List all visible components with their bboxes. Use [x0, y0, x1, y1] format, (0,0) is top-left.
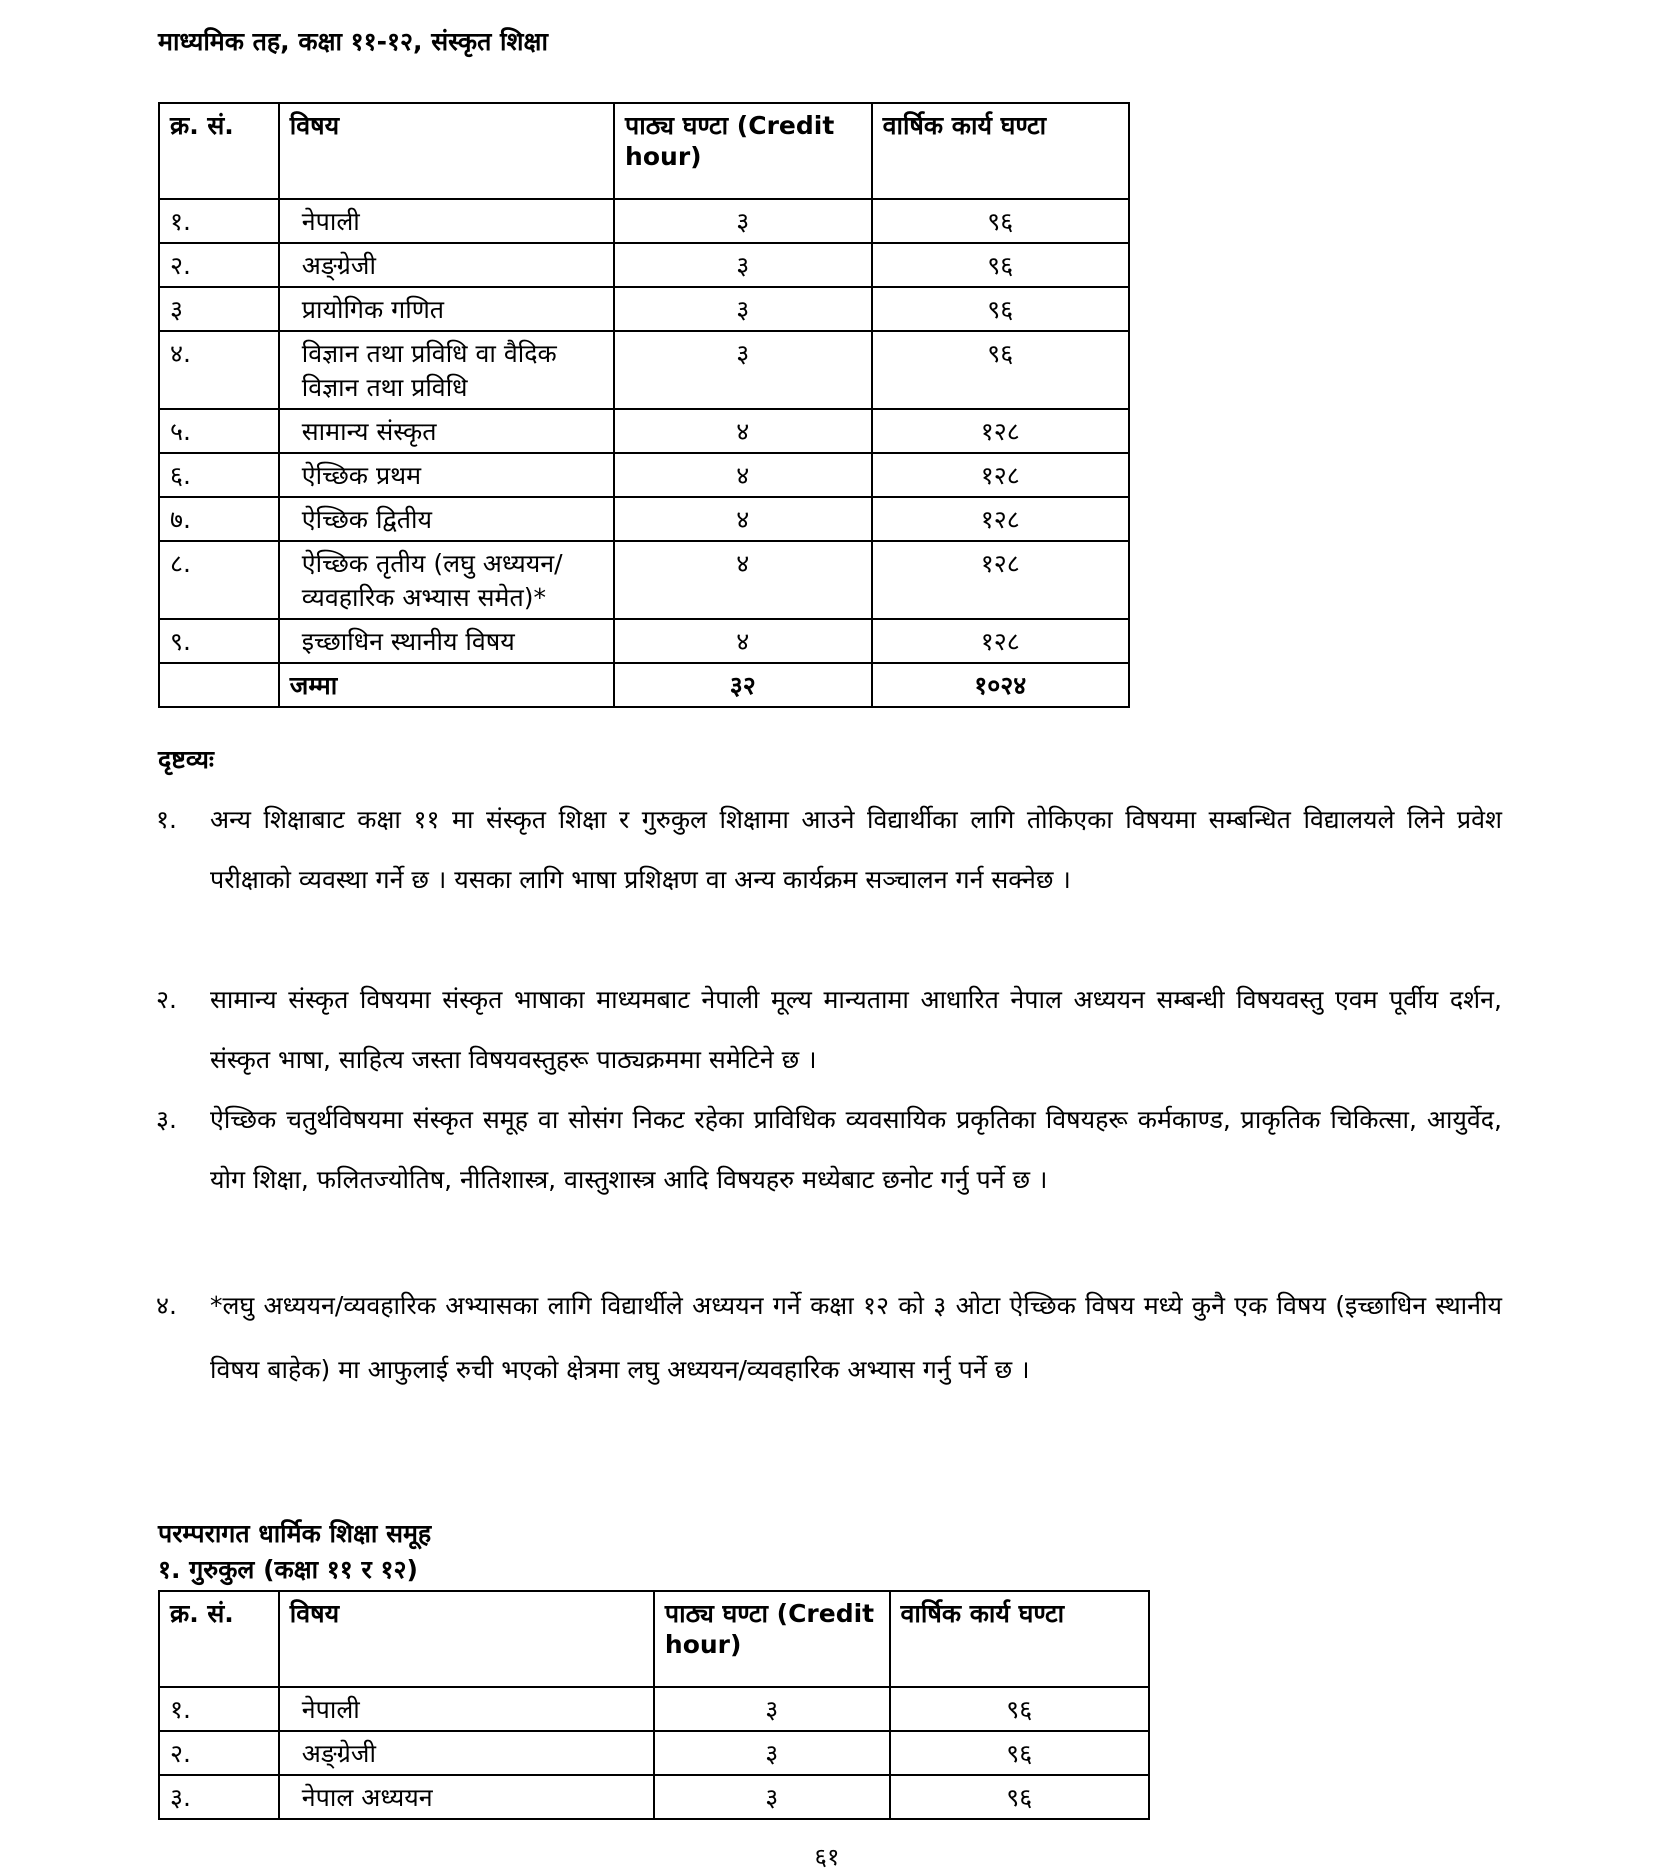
- cell-subject: अङ्ग्रेजी: [279, 243, 614, 287]
- cell-serial: ७.: [159, 497, 279, 541]
- cell-credit-hour: ४: [614, 453, 872, 497]
- header-annual-hours: वार्षिक कार्य घण्टा: [890, 1591, 1149, 1687]
- cell-annual-hours: १२८: [872, 619, 1129, 663]
- table-row: [159, 541, 1129, 619]
- cell-annual-hours: ९६: [872, 243, 1129, 287]
- cell-subject: इच्छाधिन स्थानीय विषय: [279, 619, 614, 663]
- note-number: ३.: [156, 1105, 177, 1134]
- cell-serial: ६.: [159, 453, 279, 497]
- note-number: ४.: [156, 1291, 177, 1320]
- cell-credit-hour: ४: [614, 497, 872, 541]
- cell-credit-hour: ३२: [614, 663, 872, 707]
- cell-subject: अङ्ग्रेजी: [279, 1731, 654, 1775]
- cell-credit-hour: ४: [614, 541, 872, 619]
- cell-credit-hour: ४: [614, 619, 872, 663]
- cell-subject: सामान्य संस्कृत: [279, 409, 614, 453]
- note-text: *लघु अध्ययन/व्यवहारिक अभ्यासका लागि विद्यार्थीले अध्ययन गर्ने कक्षा १२ को ३ ओटा ऐच्छिक विषय मध्ये कुनै एक विषय (इच्छाधिन स्थानीय विषय बाहेक) मा आफुलाई रुची भएको क्षेत्रमा लघु अध्ययन/व्यवहारिक अभ्यास गर्नु पर्ने छ ।: [210, 1291, 1502, 1384]
- cell-annual-hours: १२८: [872, 541, 1129, 619]
- cell-serial: ३.: [159, 1775, 279, 1819]
- table-row: [159, 1775, 1149, 1819]
- cell-subject: विज्ञान तथा प्रविधि वा वैदिक विज्ञान तथा प्रविधि: [279, 331, 614, 409]
- credit-hours-table-sanskrit: [158, 102, 1130, 708]
- table-row: [159, 331, 1129, 409]
- table-row: [159, 287, 1129, 331]
- header-serial: क्र. सं.: [159, 1591, 279, 1687]
- table-header-row: [159, 1591, 1149, 1687]
- cell-subject: नेपाली: [279, 1687, 654, 1731]
- cell-credit-hour: ३: [654, 1687, 890, 1731]
- cell-annual-hours: ९६: [890, 1731, 1149, 1775]
- cell-annual-hours: ९६: [872, 199, 1129, 243]
- cell-credit-hour: ४: [614, 409, 872, 453]
- table-row: [159, 1687, 1149, 1731]
- header-credit-hour: पाठ्य घण्टा (Credit hour): [654, 1591, 890, 1687]
- notes-heading: दृष्टव्यः: [158, 745, 214, 774]
- note-item: [156, 1274, 1502, 1402]
- cell-annual-hours: ९६: [890, 1775, 1149, 1819]
- table-row: [159, 1731, 1149, 1775]
- cell-credit-hour: ३: [614, 331, 872, 409]
- section-heading: परम्परागत धार्मिक शिक्षा समूह: [158, 1519, 432, 1548]
- note-text: सामान्य संस्कृत विषयमा संस्कृत भाषाका माध्यमबाट नेपाली मूल्य मान्यतामा आधारित नेपाल अध्ययन सम्बन्धी विषयवस्तु एवम पूर्वीय दर्शन, संस्कृत भाषा, साहित्य जस्ता विषयवस्तुहरू पाठ्यक्रममा समेटिने छ ।: [210, 985, 1502, 1074]
- note-text: अन्य शिक्षाबाट कक्षा ११ मा संस्कृत शिक्षा र गुरुकुल शिक्षामा आउने विद्यार्थीका लागि तोकिएका विषयमा सम्बन्धित विद्यालयले लिने प्रवेश परीक्षाको व्यवस्था गर्ने छ । यसका लागि भाषा प्रशिक्षण वा अन्य कार्यक्रम सञ्चालन गर्न सक्नेछ ।: [210, 805, 1502, 894]
- cell-credit-hour: ३: [614, 199, 872, 243]
- cell-subject: ऐच्छिक द्वितीय: [279, 497, 614, 541]
- cell-serial: १.: [159, 199, 279, 243]
- cell-subject: जम्मा: [279, 663, 614, 707]
- header-subject: विषय: [279, 103, 614, 199]
- cell-annual-hours: १०२४: [872, 663, 1129, 707]
- table-row: [159, 619, 1129, 663]
- cell-serial: ४.: [159, 331, 279, 409]
- note-item: [156, 790, 1502, 910]
- credit-hours-table-gurukul: [158, 1590, 1150, 1820]
- cell-serial: २.: [159, 1731, 279, 1775]
- cell-serial: ५.: [159, 409, 279, 453]
- header-annual-hours: वार्षिक कार्य घण्टा: [872, 103, 1129, 199]
- cell-serial: २.: [159, 243, 279, 287]
- cell-subject: प्रायोगिक गणित: [279, 287, 614, 331]
- cell-subject: ऐच्छिक प्रथम: [279, 453, 614, 497]
- cell-subject: ऐच्छिक तृतीय (लघु अध्ययन/व्यवहारिक अभ्यास समेत)*: [279, 541, 614, 619]
- note-text: ऐच्छिक चतुर्थविषयमा संस्कृत समूह वा सोसंग निकट रहेका प्राविधिक व्यवसायिक प्रकृतिका विषयहरू कर्मकाण्ड, प्राकृतिक चिकित्सा, आयुर्वेद, योग शिक्षा, फलितज्योतिष, नीतिशास्त्र, वास्तुशास्त्र आदि विषयहरु मध्येबाट छनोट गर्नु पर्ने छ ।: [210, 1105, 1502, 1194]
- table-row: [159, 199, 1129, 243]
- cell-annual-hours: ९६: [890, 1687, 1149, 1731]
- header-serial: क्र. सं.: [159, 103, 279, 199]
- table-row: [159, 409, 1129, 453]
- header-subject: विषय: [279, 1591, 654, 1687]
- note-item: [156, 970, 1502, 1090]
- subsection-heading: १. गुरुकुल (कक्षा ११ र १२): [158, 1555, 418, 1584]
- cell-annual-hours: ९६: [872, 287, 1129, 331]
- page-number: ६१: [814, 1843, 840, 1871]
- cell-annual-hours: ९६: [872, 331, 1129, 409]
- cell-credit-hour: ३: [614, 243, 872, 287]
- cell-serial: ३: [159, 287, 279, 331]
- header-credit-hour: पाठ्य घण्टा (Credit hour): [614, 103, 872, 199]
- cell-annual-hours: १२८: [872, 453, 1129, 497]
- cell-subject: नेपाली: [279, 199, 614, 243]
- table-header-row: [159, 103, 1129, 199]
- table-total-row: [159, 663, 1129, 707]
- note-number: २.: [156, 985, 177, 1014]
- cell-credit-hour: ३: [614, 287, 872, 331]
- cell-serial: ९.: [159, 619, 279, 663]
- cell-credit-hour: ३: [654, 1775, 890, 1819]
- page-title: माध्यमिक तह, कक्षा ११-१२, संस्कृत शिक्षा: [158, 27, 548, 56]
- note-item: [156, 1090, 1502, 1210]
- table-row: [159, 243, 1129, 287]
- table-row: [159, 453, 1129, 497]
- note-number: १.: [156, 805, 177, 834]
- cell-serial: १.: [159, 1687, 279, 1731]
- cell-serial: [159, 663, 279, 707]
- cell-credit-hour: ३: [654, 1731, 890, 1775]
- table-row: [159, 497, 1129, 541]
- cell-annual-hours: १२८: [872, 409, 1129, 453]
- cell-serial: ८.: [159, 541, 279, 619]
- cell-subject: नेपाल अध्ययन: [279, 1775, 654, 1819]
- cell-annual-hours: १२८: [872, 497, 1129, 541]
